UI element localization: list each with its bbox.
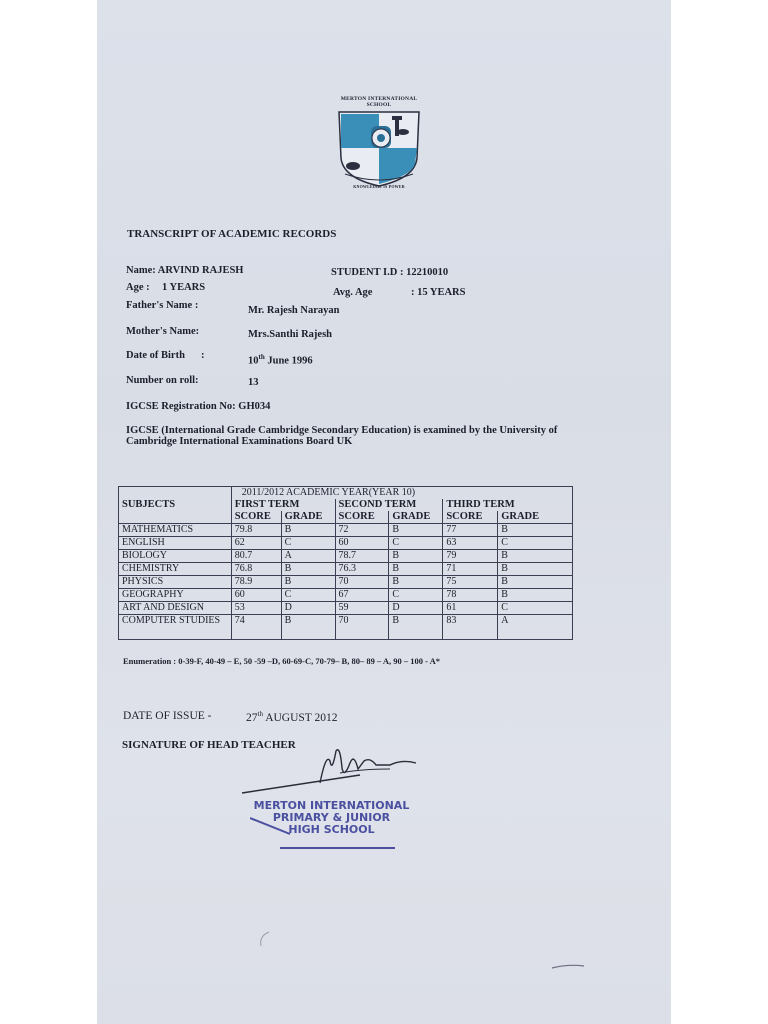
roll-value: 13	[248, 377, 259, 388]
subject-cell: CHEMISTRY	[119, 563, 232, 576]
score-cell: 63	[443, 537, 498, 550]
student-id: STUDENT I.D : 12210010	[331, 267, 449, 278]
score-cell: 70	[335, 615, 389, 640]
subjects-header: SUBJECTS	[119, 487, 232, 524]
school-crest-icon	[331, 108, 427, 188]
age-label: Age :	[126, 282, 150, 293]
grade-cell: B	[281, 576, 335, 589]
grade-cell: C	[389, 537, 443, 550]
school-logo	[331, 96, 427, 198]
table-row	[119, 537, 573, 550]
score-cell: 60	[231, 589, 281, 602]
score-cell: 74	[231, 615, 281, 640]
table-row	[119, 550, 573, 563]
score-header: SCORE	[231, 511, 281, 524]
dob-label: Date of Birth	[126, 350, 185, 361]
grade-cell: B	[389, 576, 443, 589]
dob-value	[248, 353, 313, 367]
score-header: SCORE	[335, 511, 389, 524]
grade-cell: B	[389, 550, 443, 563]
stamp-line3: HIGH SCHOOL	[288, 823, 375, 836]
score-cell: 60	[335, 537, 389, 550]
score-header: SCORE	[443, 511, 498, 524]
student-name: Name: ARVIND RAJESH	[126, 265, 244, 276]
grade-cell: C	[498, 537, 573, 550]
grade-cell: B	[498, 550, 573, 563]
score-cell: 77	[443, 524, 498, 537]
grade-cell: D	[281, 602, 335, 615]
igcse-registration: IGCSE Registration No: GH034	[126, 401, 271, 412]
score-cell: 75	[443, 576, 498, 589]
grade-cell: C	[389, 589, 443, 602]
subject-cell: PHYSICS	[119, 576, 232, 589]
paper-mark-icon	[255, 930, 275, 950]
score-cell: 79.8	[231, 524, 281, 537]
table-row	[119, 524, 573, 537]
logo-title-line2: SCHOOL	[366, 102, 392, 108]
table-row	[119, 615, 573, 640]
score-cell: 78.7	[335, 550, 389, 563]
grades-table	[118, 486, 573, 640]
score-cell: 78	[443, 589, 498, 602]
subject-cell: BIOLOGY	[119, 550, 232, 563]
logo-motto: KNOWLEDGE IS POWER	[353, 184, 405, 189]
grade-enumeration: Enumeration : 0-39-F, 40-49 – E, 50 -59 –D, 60-69-C, 70-79– B, 80– 89 – A, 90 – 100 - A*	[123, 656, 441, 666]
grade-cell: B	[498, 563, 573, 576]
avg-age-value: : 15 YEARS	[411, 287, 466, 298]
stamp-line2: PRIMARY & JUNIOR	[272, 811, 391, 824]
score-cell: 62	[231, 537, 281, 550]
score-cell: 71	[443, 563, 498, 576]
score-cell: 72	[335, 524, 389, 537]
score-cell: 61	[443, 602, 498, 615]
subject-cell: MATHEMATICS	[119, 524, 232, 537]
grade-cell: B	[498, 576, 573, 589]
table-header-row-1	[119, 487, 573, 500]
first-term-header: FIRST TERM	[231, 499, 335, 511]
page-title: TRANSCRIPT OF ACADEMIC RECORDS	[127, 228, 337, 240]
second-term-header: SECOND TERM	[335, 499, 443, 511]
grade-header: GRADE	[389, 511, 443, 524]
issue-day: 27	[246, 711, 258, 724]
dob-rest: June 1996	[264, 355, 313, 367]
avg-age-label: Avg. Age	[333, 287, 373, 298]
subject-cell: ENGLISH	[119, 537, 232, 550]
dob-suffix: th	[258, 353, 265, 361]
grade-cell: B	[498, 589, 573, 602]
issue-rest: AUGUST 2012	[262, 711, 338, 724]
table-row	[119, 563, 573, 576]
paper-mark-icon	[550, 960, 590, 972]
grade-header: GRADE	[498, 511, 573, 524]
stamp-line1: MERTON INTERNATIONAL	[253, 799, 410, 812]
date-of-issue-label: DATE OF ISSUE -	[123, 710, 212, 722]
year-header: 2011/2012 ACADEMIC YEAR(YEAR 10)	[231, 487, 572, 500]
grade-cell: B	[281, 615, 335, 640]
mother-value: Mrs.Santhi Rajesh	[248, 329, 333, 340]
father-value: Mr. Rajesh Narayan	[248, 305, 340, 316]
grade-cell: B	[281, 524, 335, 537]
score-cell: 80.7	[231, 550, 281, 563]
dob-day: 10	[248, 355, 259, 367]
third-term-header: THIRD TERM	[443, 499, 573, 511]
score-cell: 59	[335, 602, 389, 615]
score-cell: 78.9	[231, 576, 281, 589]
date-of-issue-value	[246, 710, 338, 724]
igcse-note	[126, 425, 596, 447]
dob-colon: :	[201, 350, 205, 361]
score-cell: 67	[335, 589, 389, 602]
grade-cell: A	[281, 550, 335, 563]
logo-title-line1: MERTON INTERNATIONAL	[340, 96, 418, 102]
subject-cell: ART AND DESIGN	[119, 602, 232, 615]
grade-cell: B	[498, 524, 573, 537]
igcse-note-line1: IGCSE (International Grade Cambridge Secondary Education) is examined by the University of	[126, 425, 558, 436]
igcse-note-line2: Cambridge International Examinations Board UK	[126, 436, 353, 447]
grade-cell: B	[389, 563, 443, 576]
subject-cell: COMPUTER STUDIES	[119, 615, 232, 640]
score-cell: 76.8	[231, 563, 281, 576]
table-row	[119, 576, 573, 589]
grade-cell: C	[498, 602, 573, 615]
table-row	[119, 589, 573, 602]
table-row	[119, 602, 573, 615]
grade-cell: B	[281, 563, 335, 576]
grade-cell: D	[389, 602, 443, 615]
grade-cell: B	[389, 615, 443, 640]
score-cell: 83	[443, 615, 498, 640]
grade-cell: C	[281, 589, 335, 602]
signature-label: SIGNATURE OF HEAD TEACHER	[122, 739, 296, 751]
age-value: 1 YEARS	[162, 282, 206, 293]
father-label: Father's Name :	[126, 300, 199, 311]
grade-header: GRADE	[281, 511, 335, 524]
roll-label: Number on roll:	[126, 375, 199, 386]
signature-scribble-icon	[240, 743, 425, 803]
grade-cell: B	[389, 524, 443, 537]
score-cell: 79	[443, 550, 498, 563]
score-cell: 76.3	[335, 563, 389, 576]
subject-cell: GEOGRAPHY	[119, 589, 232, 602]
score-cell: 53	[231, 602, 281, 615]
stamp-underline-icon	[250, 816, 410, 856]
issue-suffix: th	[257, 710, 263, 718]
mother-label: Mother's Name:	[126, 326, 200, 337]
grade-cell: C	[281, 537, 335, 550]
score-cell: 70	[335, 576, 389, 589]
grade-cell: A	[498, 615, 573, 640]
